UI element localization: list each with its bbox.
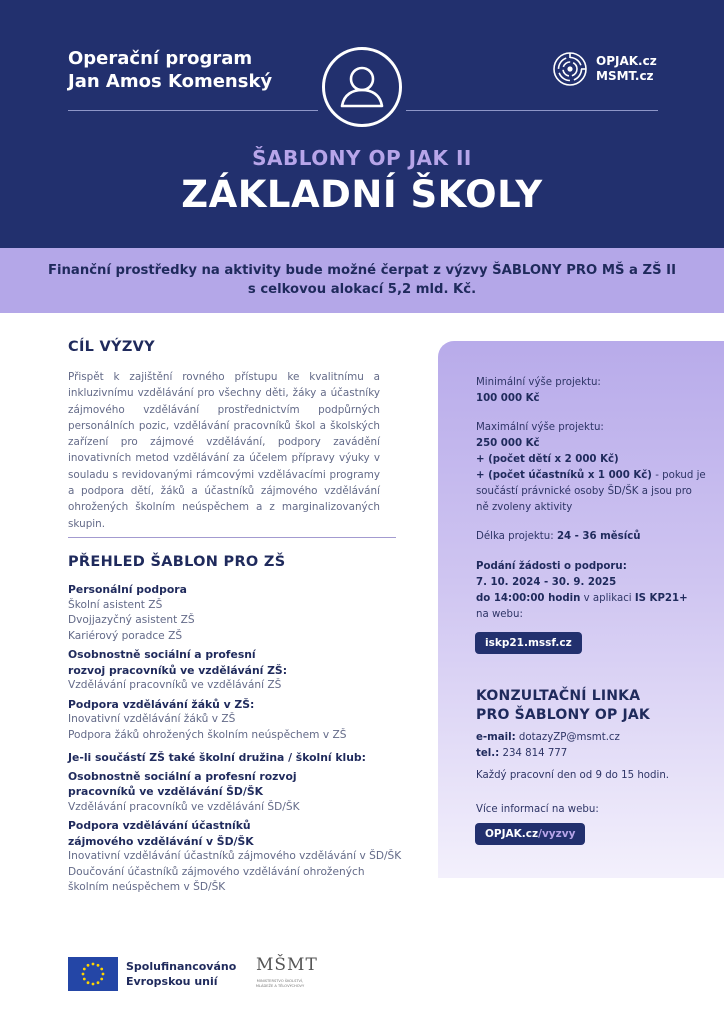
iskp21-link-button[interactable]: iskp21.mssf.cz [475,632,582,654]
goal-heading: CÍL VÝZVY [68,339,155,355]
duration-label: Délka projektu: [476,531,557,542]
max-note: - pokud je [651,470,706,481]
list-item: Kariérový poradce ZŠ [68,629,183,642]
more-info-label: Více informací na webu: [476,804,599,815]
consult-heading [476,687,650,725]
email-link[interactable]: dotazyZP@msmt.cz [515,732,620,743]
list-item: Podpora žáků ohrožených školním neúspěchem v ZŠ [68,728,347,741]
section-divider [68,537,396,538]
list-item: Dvojjazyčný asistent ZŠ [68,614,195,626]
eu-cofinanced-text [126,959,236,989]
max-amount [476,420,712,516]
group-heading: pracovníků ve vzdělávání ŠD/ŠK [68,785,263,798]
header [0,0,724,248]
person-icon [322,47,402,127]
max-amount-value: 250 000 Kč [476,438,540,449]
eu-flag-icon [68,957,118,991]
band-line-2: s celkovou alokací 5,2 mld. Kč. [247,282,477,297]
submit-time: do 14:00:00 hodin [476,593,581,604]
consult-heading-line-1: KONZULTAČNÍ LINKA [476,688,641,704]
list-item: školním neúspěchem v ŠD/ŠK [68,881,226,893]
submit-heading: Podání žádosti o podporu: [476,561,627,572]
header-divider-right [406,110,658,111]
list-item: Školní asistent ZŠ [68,598,163,611]
templates-heading: PŘEHLED ŠABLON PRO ZŠ [68,554,286,570]
group-heading: Osobnostně sociální a profesní rozvoj [68,769,297,783]
submit-app-text: v aplikaci [580,593,635,604]
band-line-1: Finanční prostředky na aktivity bude možné čerpat z výzvy ŠABLONY PRO MŠ a ZŠ II [48,263,676,278]
duration-value: 24 - 36 měsíců [556,531,641,542]
group-heading: Personální podpora [68,583,187,596]
link-opjak[interactable]: OPJAK.cz [596,54,657,68]
submission-info [476,559,712,623]
program-line-2: Jan Amos Komenský [68,71,273,92]
page-title: ZÁKLADNÍ ŠKOLY [181,173,543,216]
link-msmt[interactable]: MSMT.cz [596,69,654,83]
opjak-maze-logo-icon [552,51,588,87]
subtitle: ŠABLONY OP JAK II [252,146,472,170]
group-heading: rozvoj pracovníků ve vzdělávání ZŠ: [68,663,288,677]
max-note: ně zvoleny aktivity [476,502,573,513]
list-item: Vzdělávání pracovníků ve vzdělávání ŠD/ŠK [68,800,300,813]
list-item: Inovativní vzdělávání žáků v ZŠ [68,713,236,725]
min-amount-label: Minimální výše projektu: [476,377,601,388]
submit-web-label: na webu: [476,609,523,620]
header-divider-left [68,110,318,111]
eu-line-1: Spolufinancováno [126,960,237,973]
list-item: Doučování účastníků zájmového vzdělávání ohrožených [68,865,365,878]
eu-line-2: Evropskou unií [126,975,218,988]
consult-heading-line-2: PRO ŠABLONY OP JAK [476,707,650,723]
phone-label: tel.: [476,748,500,759]
max-participants: + (počet účastníků x 1 000 Kč) [476,470,652,481]
templates-list [68,582,418,896]
msmt-line-2: MLÁDEŽE A TĚLOVÝCHOVY [255,984,305,988]
contact-info [476,730,712,762]
opjak-vyzvy-link-button[interactable] [475,823,585,845]
link-accent: /vyzvy [538,828,576,840]
min-amount-value: 100 000 Kč [476,393,540,404]
club-heading: Je-li součástí ZŠ také školní družina / školní klub: [68,751,366,764]
program-name [68,47,272,93]
group-heading: Osobnostně sociální a profesní [68,648,256,661]
list-item: Vzdělávání pracovníků ve vzdělávání ZŠ [68,679,282,691]
goal-text: Přispět k zajištění rovného přístupu ke kvalitnímu a inkluzivnímu vzdělávání pro všechny děti, žáky a účastníky zájmového vzdělávání prostřednictvím podpůrných personálních pozic, vzdělávání pracovníků škol a školských zařízení pro zájmové vzdělávání, podpory zavádění inovativních metod vzdělávání za účelem přípravy výuky v souladu s revidovanými rámcovými vzdělávacími programy a podpora dětí, žáků a účastníků zájmového vzdělávání ohrožených školním neúspěchem a z marginalizovaných skupin. [68,371,380,530]
max-children: + (počet dětí x 2 000 Kč) [476,454,619,465]
min-amount [476,375,712,407]
max-note: součástí právnické osoby ŠD/ŠK a jsou pro [476,486,692,497]
allocation-band [0,248,724,313]
msmt-logo [250,955,318,995]
max-amount-label: Maximální výše projektu: [476,422,604,433]
program-line-1: Operační program [68,48,253,69]
msmt-logo-mark: MŠMT [256,955,318,975]
submit-app: IS KP21+ [634,593,688,604]
submit-dates: 7. 10. 2024 - 30. 9. 2025 [476,577,617,588]
link-main: OPJAK.cz [485,828,539,840]
office-hours: Každý pracovní den od 9 do 15 hodin. [476,770,670,781]
list-item: Inovativní vzdělávání účastníků zájmového vzdělávání v ŠD/ŠK [68,850,402,862]
msmt-line-1: MINISTERSTVO ŠKOLSTVÍ, [256,979,304,983]
email-label: e-mail: [476,732,516,743]
group-heading: Podpora vzdělávání žáků v ZŠ: [68,697,255,711]
project-duration [476,529,712,545]
group-heading: Podpora vzdělávání účastníků [68,819,251,832]
group-heading: zájmového vzdělávání v ŠD/ŠK [68,834,254,848]
phone-value: 234 814 777 [499,748,568,759]
